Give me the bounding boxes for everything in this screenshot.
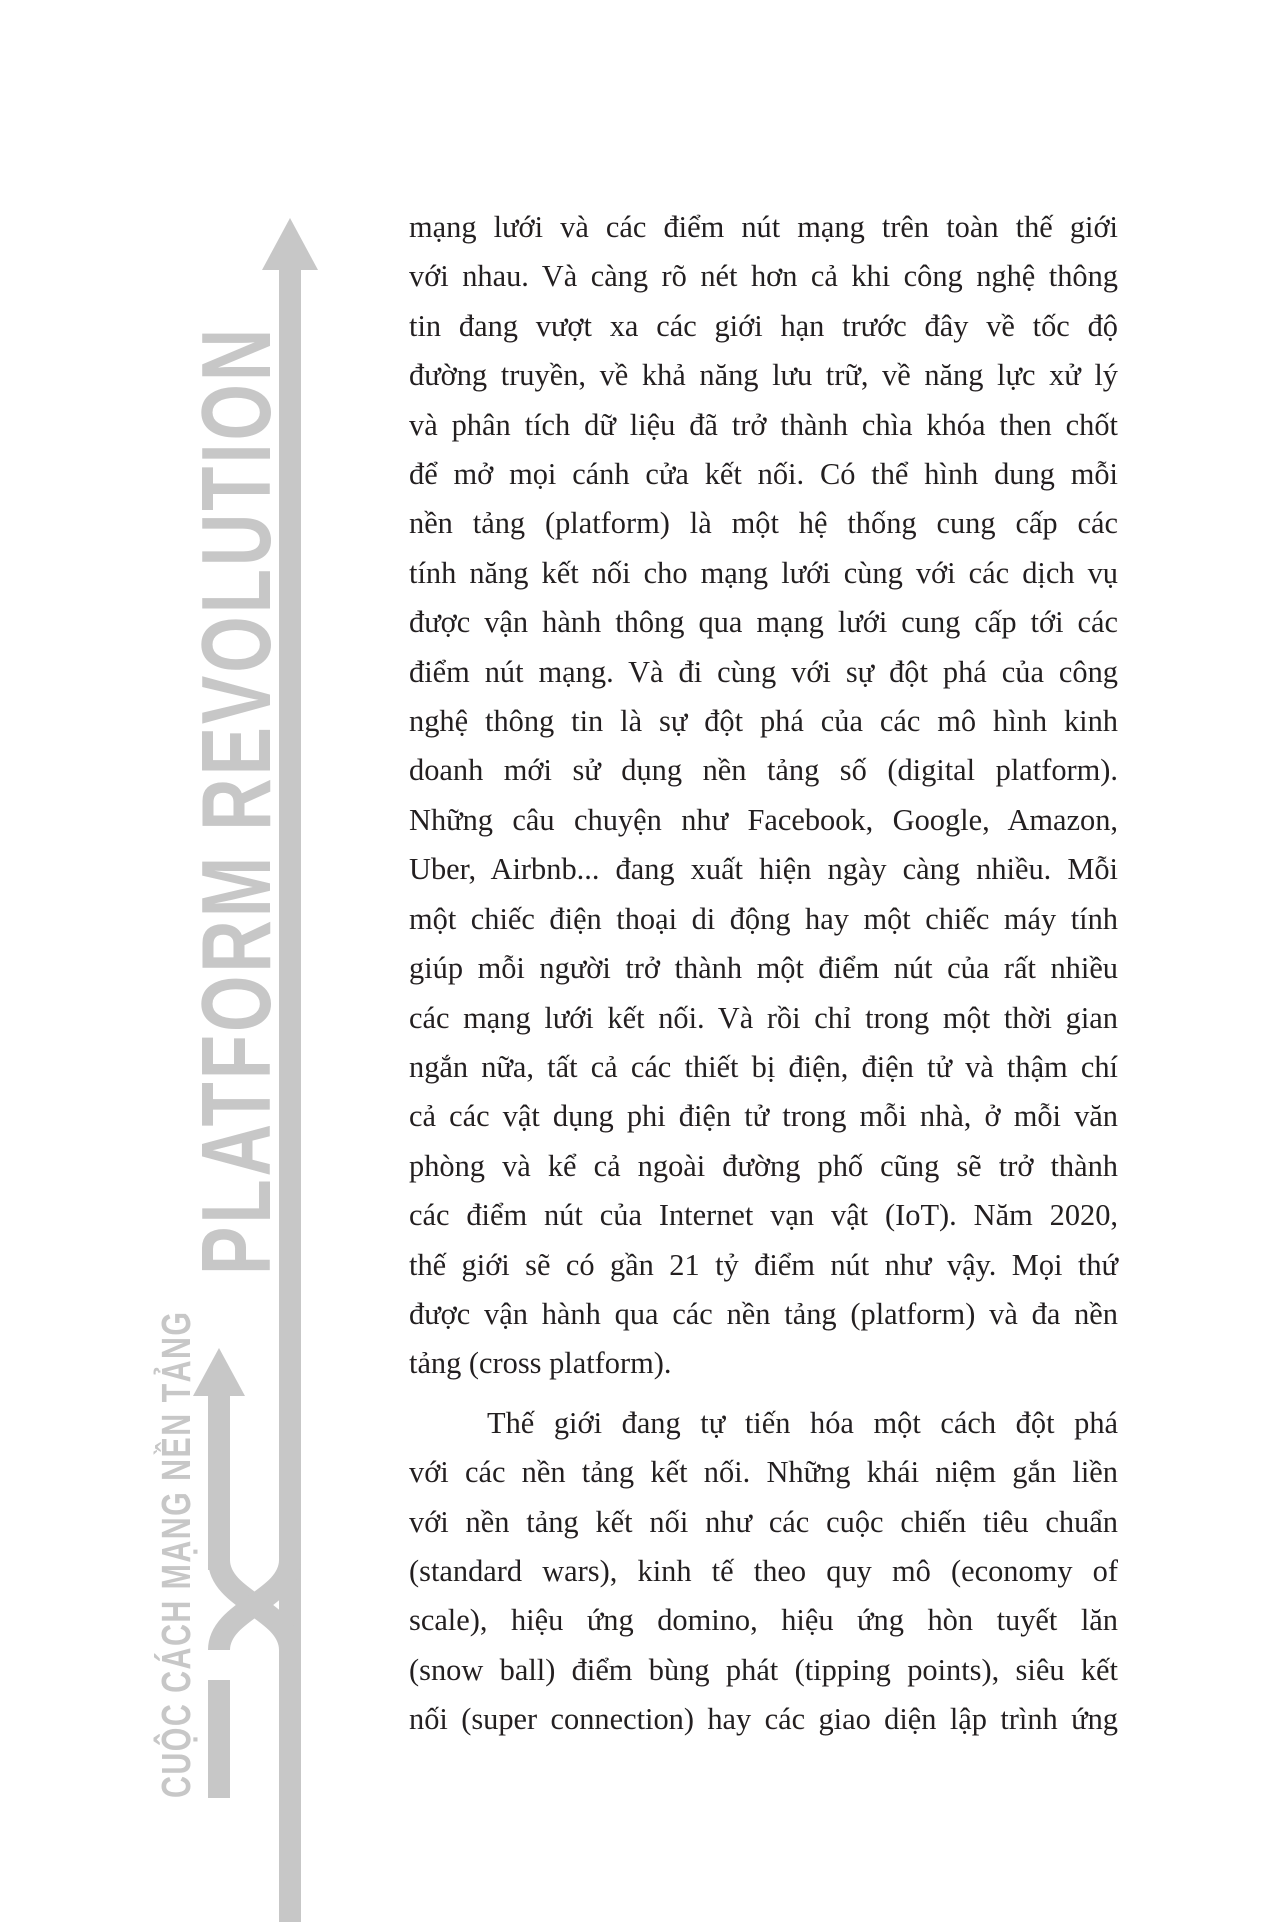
text-line: một chiếc điện thoại di động hay một chiếc máy tính [409, 901, 1118, 936]
text-line: tính năng kết nối cho mạng lưới cùng với các dịch vụ [409, 555, 1118, 590]
text-line: với nền tảng kết nối như các cuộc chiến tiêu chuẩn [409, 1504, 1118, 1539]
text-line: ngắn nữa, tất cả các thiết bị điện, điện tử và thậm chí [409, 1049, 1118, 1084]
text-line: các điểm nút của Internet vạn vật (IoT). Năm 2020, [409, 1198, 1118, 1233]
text-line: nối (super connection) hay các giao diện lập trình ứng [409, 1702, 1118, 1737]
paragraph-spacer [409, 1389, 1118, 1399]
large-arrowhead-icon [262, 218, 318, 270]
small-arrowhead-icon [193, 1348, 245, 1396]
text-line: được vận hành qua các nền tảng (platform) và đa nền [409, 1296, 1118, 1331]
body-text [409, 203, 1118, 1745]
text-line: (snow ball) điểm bùng phát (tipping points), siêu kết [409, 1652, 1118, 1687]
text-line: mạng lưới và các điểm nút mạng trên toàn thế giới [409, 210, 1118, 244]
text-line: cả các vật dụng phi điện tử trong mỗi nhà, ở mỗi văn [409, 1099, 1118, 1134]
paragraph-1 [409, 203, 1118, 1389]
text-line: tin đang vượt xa các giới hạn trước đây về tốc độ [409, 308, 1118, 343]
text-line: Những câu chuyện như Facebook, Google, Amazon, [409, 802, 1118, 837]
text-line: và phân tích dữ liệu đã trở thành chìa khóa then chốt [409, 407, 1118, 442]
text-line: đường truyền, về khả năng lưu trữ, về năng lực xử lý [409, 358, 1118, 393]
text-line: Thế giới đang tự tiến hóa một cách đột phá [487, 1405, 1118, 1440]
sidebar-decoration [0, 0, 330, 1922]
text-line: phòng và kể cả ngoài đường phố cũng sẽ trở thành [409, 1148, 1118, 1183]
text-line: để mở mọi cánh cửa kết nối. Có thể hình dung mỗi [409, 457, 1118, 492]
text-line: doanh mới sử dụng nền tảng số (digital platform). [409, 753, 1118, 788]
text-line: tảng (cross platform). [409, 1346, 672, 1381]
text-line: điểm nút mạng. Và đi cùng với sự đột phá của công [409, 654, 1118, 689]
text-line: nghệ thông tin là sự đột phá của các mô hình kinh [409, 704, 1118, 739]
text-line: giúp mỗi người trở thành một điểm nút của rất nhiều [409, 951, 1118, 986]
sidebar-title: PLATFORM REVOLUTION [181, 325, 291, 1276]
text-line: được vận hành thông qua mạng lưới cung cấp tới các [409, 605, 1118, 640]
text-line: nền tảng (platform) là một hệ thống cung cấp các [409, 506, 1118, 541]
sidebar-subtitle: CUỘC CÁCH MẠNG NỀN TẢNG [153, 1310, 199, 1798]
paragraph-2 [409, 1399, 1118, 1745]
text-line: Uber, Airbnb... đang xuất hiện ngày càng nhiều. Mỗi [409, 852, 1118, 887]
text-line: (standard wars), kinh tế theo quy mô (economy of [409, 1553, 1118, 1588]
text-line: với nhau. Và càng rõ nét hơn cả khi công nghệ thông [409, 259, 1118, 294]
text-line: các mạng lưới kết nối. Và rồi chỉ trong một thời gian [409, 1000, 1118, 1035]
text-line: thế giới sẽ có gần 21 tỷ điểm nút như vậy. Mọi thứ [409, 1247, 1118, 1282]
text-line: với các nền tảng kết nối. Những khái niệm gắn liền [409, 1455, 1118, 1490]
text-line: scale), hiệu ứng domino, hiệu ứng hòn tuyết lăn [409, 1603, 1118, 1638]
